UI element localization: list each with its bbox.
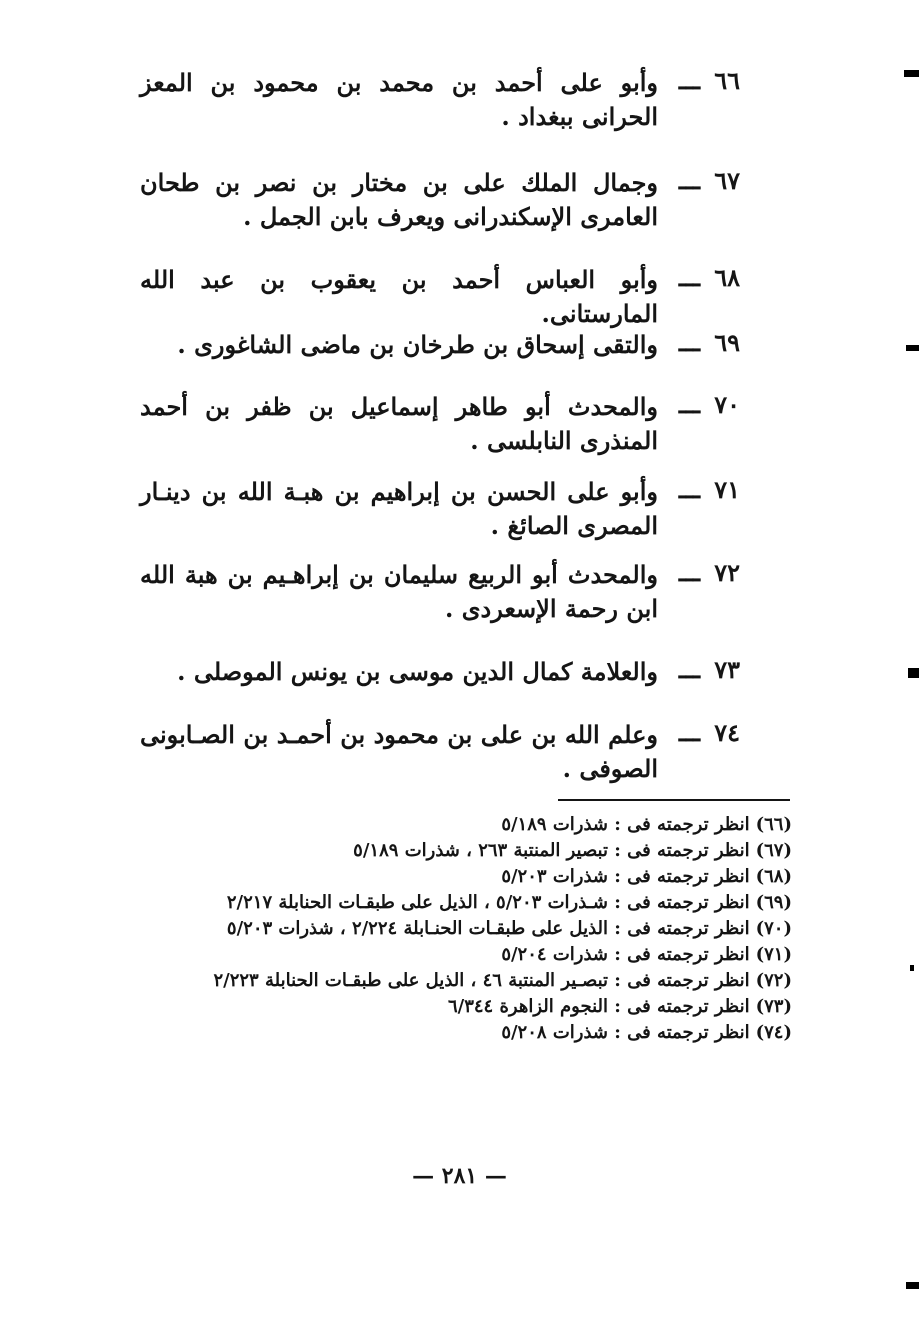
entry-text: والمحدث أبو الربيع سليمان بن إبراهـيم بن هبة الله ابن رحمة الإسعردى . <box>140 560 658 623</box>
page-number: — ٢٨١ — <box>412 1163 507 1189</box>
footnote-text: انظر ترجمته فى : شذرات ٥/٢٠٣ <box>501 866 750 887</box>
footnote-label: (٦٨) <box>755 866 792 887</box>
entry-dash: ـــ <box>678 475 700 504</box>
scan-edge-mark <box>904 70 919 77</box>
entry-number: ٦٦ <box>714 66 740 95</box>
entry-70 <box>140 390 740 460</box>
entry-text: وأبو على الحسن بن إبراهيم بن هبـة الله بن دينـار المصرى الصائغ . <box>140 477 658 540</box>
footnote-text: انظر ترجمته فى : شذرات ٥/٢٠٨ <box>501 1022 750 1043</box>
entry-71 <box>140 475 740 545</box>
entry-text: وجمال الملك على بن مختار بن نصر بن طحان العامرى الإسكندرانى ويعرف بابن الجمل . <box>140 168 658 231</box>
entry-dash: ـــ <box>678 66 700 95</box>
footnote-text: انظر ترجمته فى : الذيل على طبقـات الحنـابلة ٢/٢٢٤ ، شذرات ٥/٢٠٣ <box>226 918 750 939</box>
entry-dash: ـــ <box>678 328 700 357</box>
entry-73 <box>140 655 740 691</box>
scan-edge-mark <box>908 668 919 678</box>
footnote-label: (٧١) <box>755 944 792 965</box>
entry-69 <box>140 328 740 364</box>
entry-text: وأبو على أحمد بن محمد بن محمود بن المعز الحرانى ببغداد . <box>140 68 658 131</box>
footnote-70 <box>150 916 792 942</box>
entry-67 <box>140 166 740 236</box>
entry-text: وأبو العباس أحمد بن يعقوب بن عبد الله المارستانى. <box>140 265 658 328</box>
entry-dash: ـــ <box>678 655 700 684</box>
entry-66 <box>140 66 740 136</box>
footnote-text: انظر ترجمته فى : شذرات ٥/١٨٩ <box>501 814 750 835</box>
entry-74 <box>140 718 740 788</box>
footnote-text: انظر ترجمته فى : شذرات ٥/٢٠٤ <box>501 944 750 965</box>
footnote-label: (٧٢) <box>755 970 792 991</box>
entry-text: والتقى إسحاق بن طرخان بن ماضى الشاغورى . <box>177 330 658 359</box>
footnote-separator <box>558 799 790 801</box>
entry-number: ٧١ <box>714 475 740 504</box>
footnote-label: (٧٠) <box>755 918 792 939</box>
footnote-text: انظر ترجمته فى : النجوم الزاهرة ٦/٣٤٤ <box>447 996 750 1017</box>
entry-dash: ـــ <box>678 166 700 195</box>
entry-68 <box>140 263 740 328</box>
footnote-71 <box>150 942 792 968</box>
entry-number: ٦٧ <box>714 166 740 195</box>
footnote-67 <box>150 838 792 864</box>
entry-number: ٧٢ <box>714 558 740 587</box>
footnote-label: (٦٧) <box>755 840 792 861</box>
footnote-69 <box>150 890 792 916</box>
footnote-label: (٧٤) <box>755 1022 792 1043</box>
footnote-68 <box>150 864 792 890</box>
entry-text: والعلامة كمال الدين موسى بن يونس الموصلى . <box>177 657 658 686</box>
footnote-text: انظر ترجمته فى : تبصير المنتبة ٢٦٣ ، شذرات ٥/١٨٩ <box>353 840 750 861</box>
entry-dash: ـــ <box>678 390 700 419</box>
entry-72 <box>140 558 740 628</box>
footnote-label: (٧٣) <box>755 996 792 1017</box>
footnote-66 <box>150 812 792 838</box>
scan-edge-mark <box>910 965 914 971</box>
scan-edge-mark <box>906 345 919 351</box>
footnote-72 <box>150 968 792 994</box>
scan-edge-mark <box>906 1282 919 1289</box>
footnotes <box>150 812 792 1046</box>
entry-dash: ـــ <box>678 558 700 587</box>
entry-text: وعلم الله بن على بن محمود بن أحمـد بن الصـابونى الصوفى . <box>140 720 658 783</box>
footnote-label: (٦٦) <box>755 814 792 835</box>
footnote-73 <box>150 994 792 1020</box>
footnote-74 <box>150 1020 792 1046</box>
entry-number: ٧٠ <box>714 390 740 419</box>
entry-number: ٧٣ <box>714 655 740 684</box>
entry-number: ٦٩ <box>714 328 740 357</box>
footnote-label: (٦٩) <box>755 892 792 913</box>
entry-number: ٦٨ <box>714 263 740 292</box>
entry-dash: ـــ <box>678 718 700 747</box>
entry-number: ٧٤ <box>714 718 740 747</box>
entry-dash: ـــ <box>678 263 700 292</box>
entry-text: والمحدث أبو طاهر إسماعيل بن ظفر بن أحمد المنذرى النابلسى . <box>140 392 658 455</box>
footnote-text: انظر ترجمته فى : شـذرات ٥/٢٠٣ ، الذيل على طبقـات الحنابلة ٢/٢١٧ <box>226 892 750 913</box>
footnote-text: انظر ترجمته فى : تبصـير المنتبة ٤٦ ، الذيل على طبقـات الحنابلة ٢/٢٢٣ <box>213 970 750 991</box>
